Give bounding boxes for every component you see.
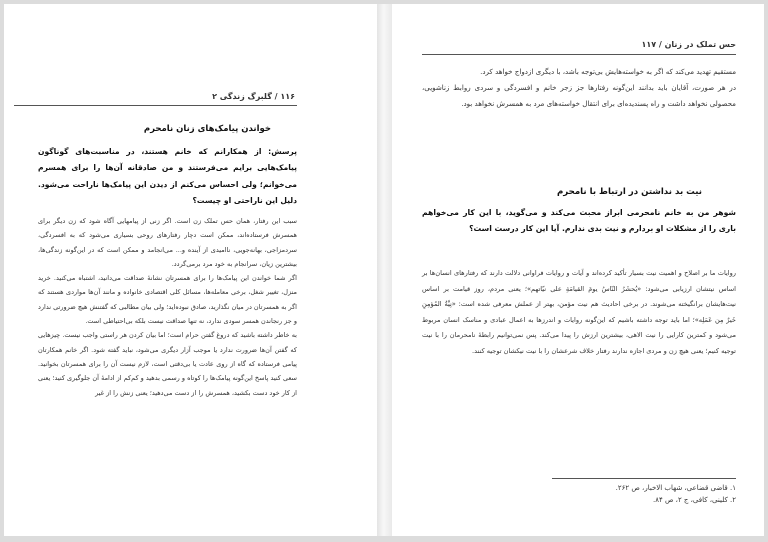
left-running-head: ۱۱۶ / گلبرگ زندگی ۲ bbox=[212, 92, 295, 101]
right-question: شوهر من به خانم نامحرمی ابراز محبت می‌کند و می‌گوید، با این کار می‌خواهم باری را از مشکلات او بردارم و نیت بدی ندارم. آیا این کار درست است؟ bbox=[422, 208, 736, 234]
left-paragraph-2: اگر شما خواندن این پیامک‌ها را برای همسرتان نشانهٔ صداقت می‌دانید، اشتباه می‌کنید. خرید منزل، تغییر شغل، برخی معامله‌ها، مسائل کلی اقتصادی خانواده و مانند آن‌ها مواردی هستند که اگر به همسرتان در میان نگذارید، صادق نبوده‌اید؛ ولی بیان مطالبی که گفتنش هیچ ضرورتی ندارد و جز رنجاندن همسر سودی ندارد، نه تنها صداقت نیست بلکه بی‌احتیاطی است. bbox=[38, 274, 297, 326]
footnote-rule bbox=[552, 478, 736, 479]
left-paragraph-1: سبب این رفتار، همان حس تملک زن است. اگر زنی از پیامهایی آگاه شود که زن دیگر برای همسرش فرستاده‌اند، ممکن است دچار رفتارهای روحی بسیاری می‌شود که به افسردگی، سردمزاجی، بهانه‌جویی، ناامیدی از آینده و... می‌انجامد و ممکن است که در این‌گونه زندگی‌ها، بیشترین زیان، سرانجام به خود مرد برمی‌گردد. bbox=[38, 217, 297, 268]
right-paragraph-2: در هر صورت، آقایان باید بدانند این‌گونه رفتارها جز زجر خانم و افسردگی و سردی روابط زناشویی، محصولی نخواهد داشت و راه پسندیده‌ای برای انتقال خواسته‌های مرد به همسرش نخواهد بود. bbox=[422, 83, 736, 108]
right-running-head: حس تملک در زنان / ۱۱۷ bbox=[641, 40, 736, 49]
left-page bbox=[4, 4, 377, 536]
right-section-heading: نیت بد نداشتن در ارتباط با نامحرم bbox=[556, 187, 702, 197]
footnote-2: ۲. کلینی، کافی، ج ۲، ص ۸۴. bbox=[652, 496, 736, 504]
left-question: پرسش: از همکارانم که خانم هستند، در مناسبت‌های گوناگون پیامک‌هایی برایم می‌فرستند و من صادقانه آن‌ها را برای همسرم می‌خوانم؛ ولی احساس می‌کنم از دیدن این پیامک‌ها ناراحت می‌شود. دلیل این ناراحتی او چیست؟ bbox=[38, 147, 297, 206]
left-paragraph-3: به خاطر داشته باشید که دروغ گفتن حرام است؛ اما بیان کردن هر راستی واجب نیست. چیزهایی که گفتن آن‌ها ضرورت ندارد یا موجب آزار دیگری می‌شود، نباید گفته شود. اگر خانم همکارتان پیامی فرستاده که گاه از روی عادت یا بی‌دقتی است، لازم نیست آن را برای همسرتان بخوانید. سعی کنید پاسخ این‌گونه پیامک‌ها را کوتاه و رسمی بدهید و کم‌کم از ادامهٔ آن جلوگیری کنید؛ یعنی از کار خود دست بکشید، همسرش را از دست می‌دهید؛ یعنی زنش را از غیر bbox=[38, 331, 297, 397]
right-paragraph-1: مستقیم تهدید می‌کند که اگر به خواسته‌هایش بی‌توجه باشد، با دیگری ازدواج خواهد کرد. bbox=[480, 67, 736, 76]
right-header-rule bbox=[422, 54, 736, 55]
footnote-1: ۱. قاضی قضاعی، شهاب الاخبار، ص ۲۶۲. bbox=[615, 484, 736, 492]
right-page bbox=[392, 4, 764, 536]
left-section-heading: خواندن پیامک‌های زنان نامحرم bbox=[143, 124, 271, 134]
left-body bbox=[38, 214, 297, 400]
right-paragraph-3: روایات ما بر اصلاح و اهمیت نیت بسیار تأکید کرده‌اند و آیات و روایات فراوانی دلالت دارند که رفتارهای انسان‌ها بر اساس نیتشان ارزیابی می‌شود: «یُحشَرُ النّاسُ یومَ القیامَةِ علی نیّاتهم»؛ یعنی مردم، روز قیامت بر اساس نیت‌هایشان برانگیخته می‌شوند. در برخی احادیث هم نیت مؤمن، بهتر از عملش معرفی شده است: «نِیَّةُ المُؤمِنِ خَیرٌ مِن عَمَلِه»؛ اما باید توجه داشته باشیم که این‌گونه روایات و اندرزها به اعمال عبادی و مناسک انسان مربوط می‌شود و کمترین کارایی را نیت الاهی، بیشترین ارزش را پیدا می‌کند. پس نمی‌توانیم رابطهٔ نامحرمان را با نیت توجیه کنیم؛ یعنی هیچ زن و مردی اجازه ندارند رفتار خلاف شرعشان را با نیت نیکشان توجیه کنند. bbox=[422, 269, 736, 355]
book-gutter bbox=[377, 4, 392, 536]
right-body-top bbox=[422, 64, 736, 112]
right-body-bottom bbox=[422, 266, 736, 359]
left-header-rule bbox=[14, 105, 297, 106]
